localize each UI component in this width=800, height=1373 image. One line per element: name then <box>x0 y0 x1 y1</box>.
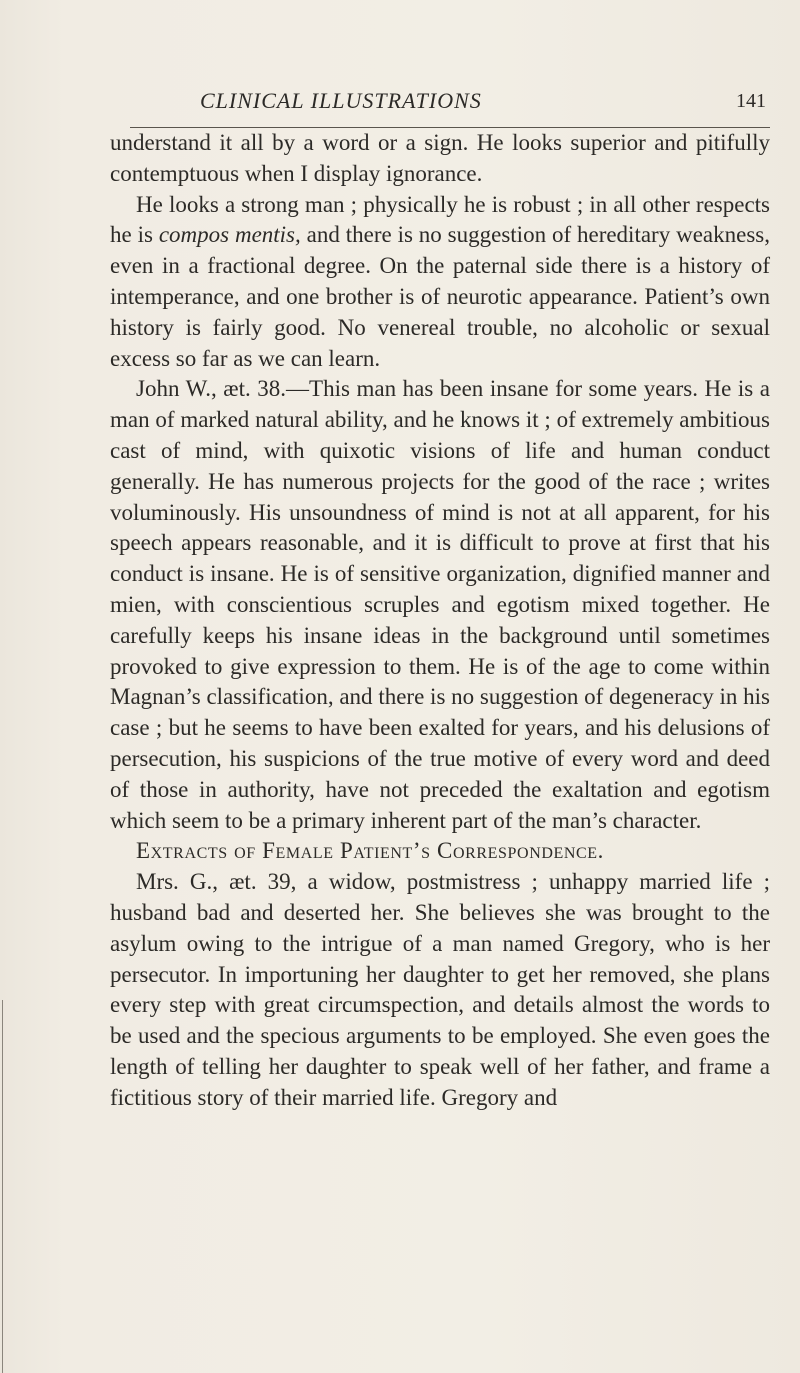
page-number: 141 <box>736 90 766 112</box>
running-title: CLINICAL ILLUSTRATIONS <box>200 88 482 113</box>
paragraph-4: Mrs. G., æt. 39, a widow, postmistress ; unhappy married life ; husband bad and deserted her. She believes she was brought to the asylum owing to the intrigue of a man named Gregory, who is her persecutor. In importuning her daughter to get her removed, she plans every step with great circumspection, and details almost the words to be used and the specious arguments to be employed. She even goes the length of telling her daughter to speak well of her father, and frame a fictitious story of their married life. Gregory and <box>110 869 770 1110</box>
page-edge-line <box>2 1000 3 1373</box>
paragraph-3: John W., æt. 38.—This man has been insane for some years. He is a man of marked natural ability, and he knows it ; of extremely ambitious cast of mind, with quixotic visions of life and human conduct generally. He has numerous projects for the good of the race ; writes voluminously. His unsoundness of mind is not at all apparent, for his speech appears reasonable, and it is difficult to prove at first that his conduct is insane. He is of sensitive organization, dignified manner and mien, with conscientious scruples and egotism mixed together. He carefully keeps his insane ideas in the background until sometimes provoked to give expression to them. He is of the age to come within Magnan’s classification, and there is no suggestion of degeneracy in his case ; but he seems to have been exalted for years, and his delusions of persecution, his suspicions of the true motive of every word and deed of those in authority, have not preceded the exaltation and egotism which seem to be a primary inherent part of the man’s character. <box>110 376 770 833</box>
running-head <box>108 88 768 118</box>
latin-phrase: compos mentis, <box>158 222 301 248</box>
paragraph-2: He looks a strong man ; physically he is robust ; in all other respects he is compos mentis, and there is no suggestion of hereditary weakness, even in a fractional degree. On the paternal side there is a history of intemperance, and one brother is of neurotic appearance. Patient’s own history is fairly good. No venereal trouble, no alcoholic or sexual excess so far as we can learn. <box>110 191 770 371</box>
body-text <box>110 128 770 1114</box>
paragraph-1: understand it all by a word or a sign. He looks superior and pitifully contemptuous when I display ignorance. <box>110 130 770 186</box>
section-heading: Extracts of Female Patient’s Correspondence. <box>136 838 605 864</box>
